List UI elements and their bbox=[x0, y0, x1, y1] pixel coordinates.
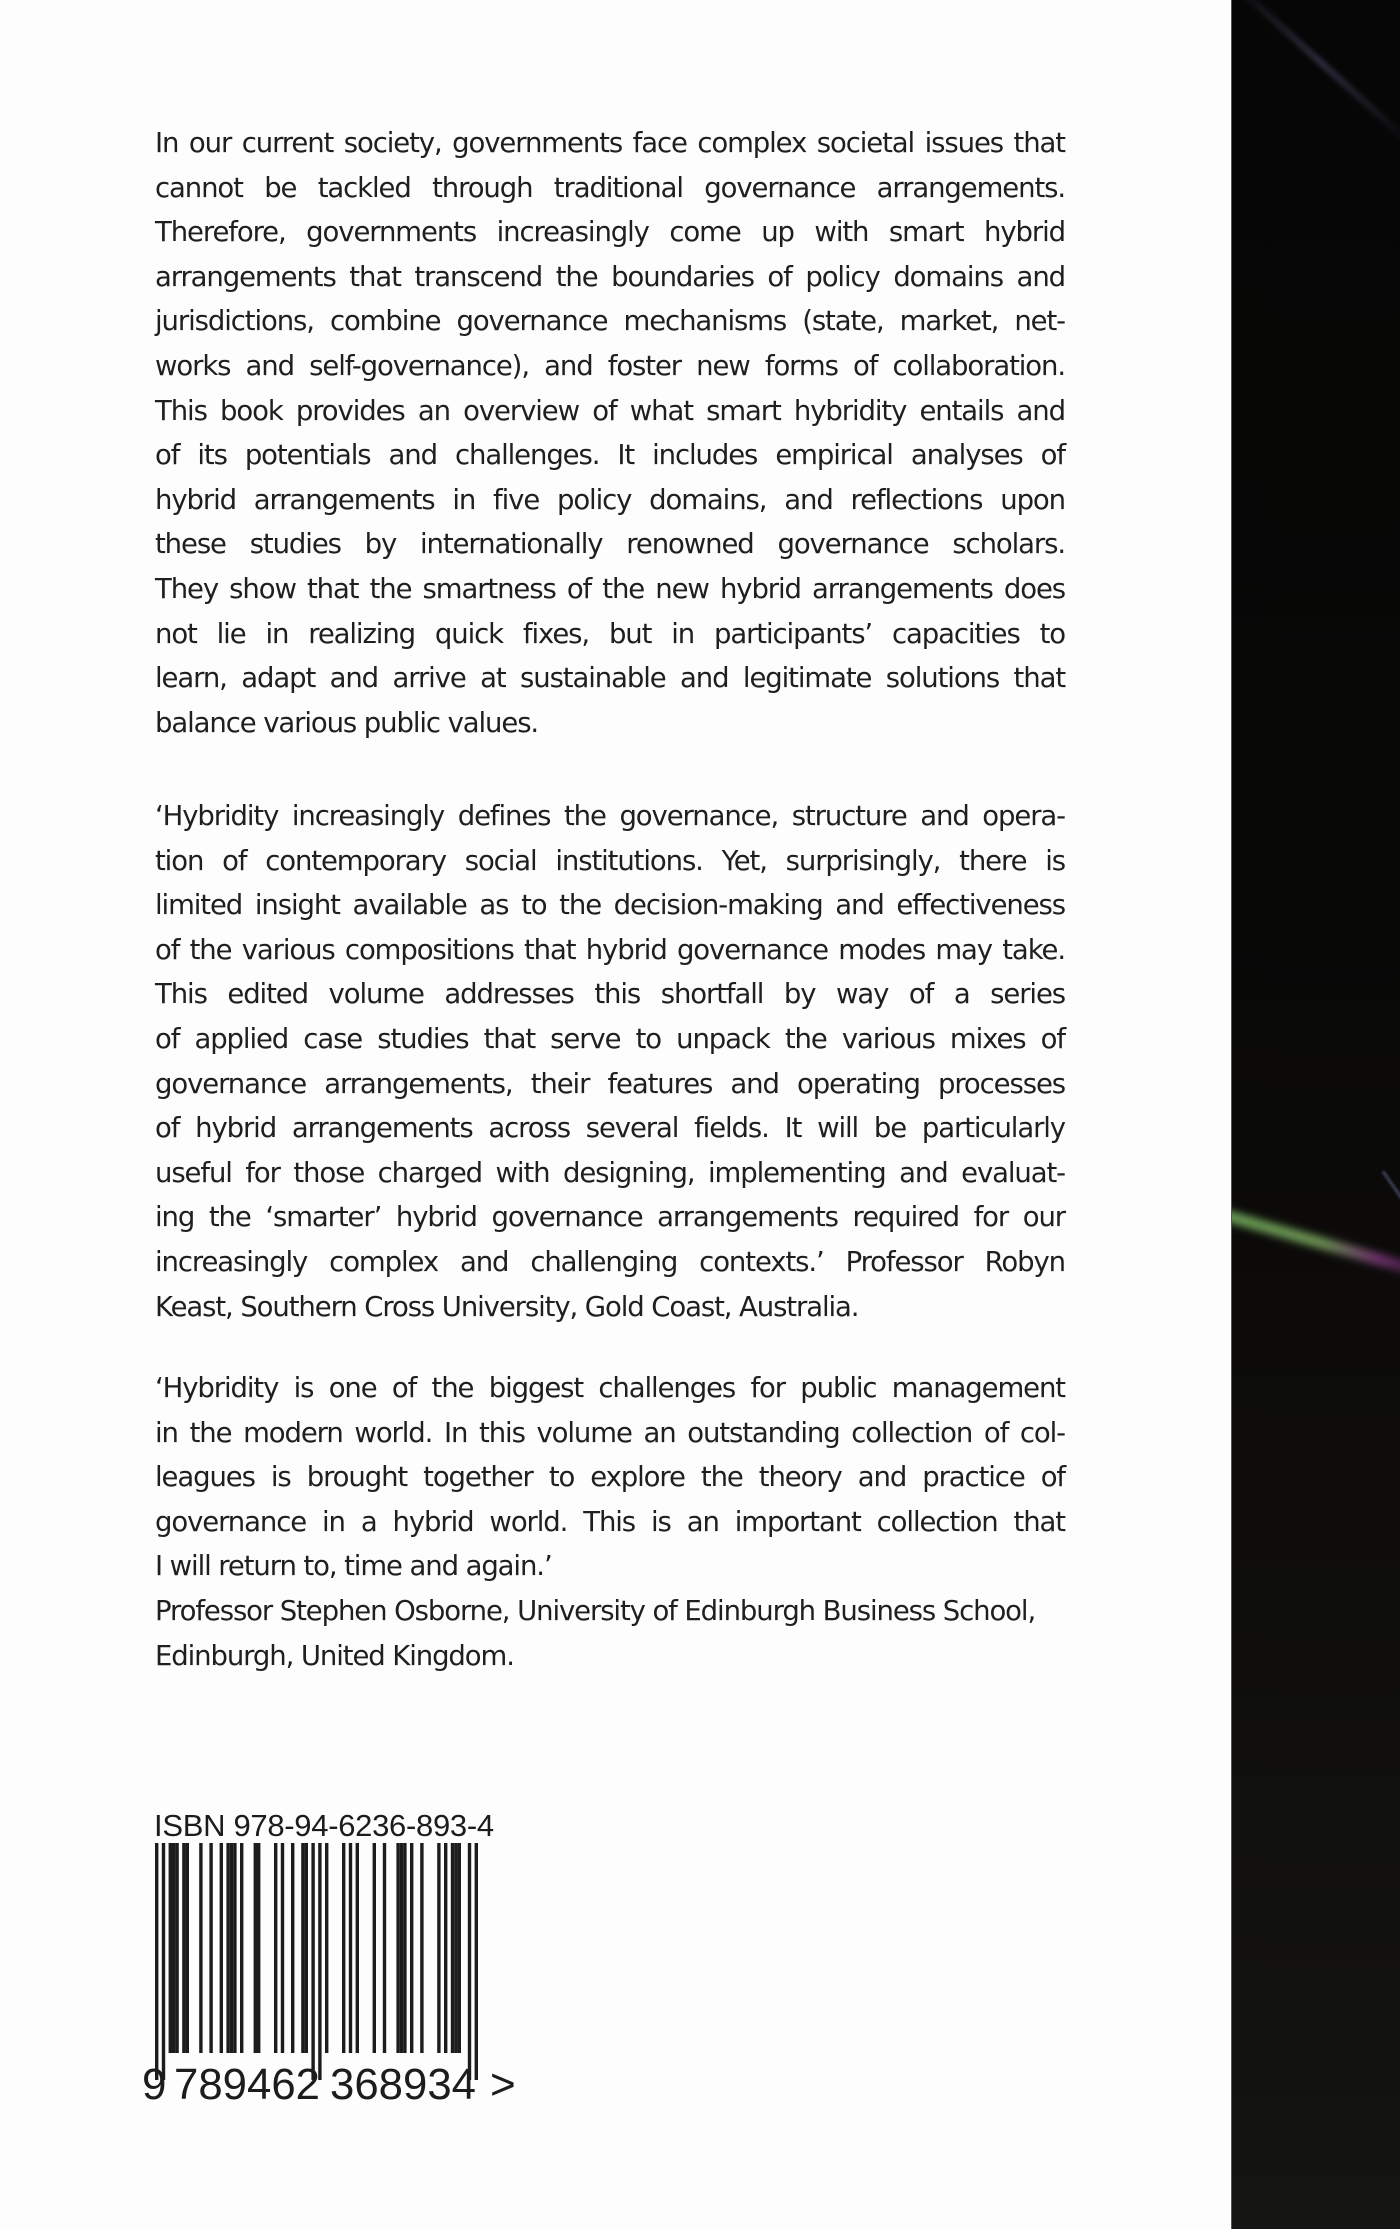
barcode-bar bbox=[410, 1843, 413, 2053]
barcode-bar bbox=[257, 1843, 260, 2053]
text-line: of the various compositions that hybrid governance modes may take. bbox=[155, 933, 1065, 966]
barcode-bar bbox=[209, 1843, 212, 2053]
endorsement-osborne-paragraph bbox=[155, 1366, 1065, 1678]
text-line: tion of contemporary social institutions. Yet, surprisingly, there is bbox=[155, 844, 1065, 877]
barcode-bar bbox=[186, 1843, 189, 2053]
barcode-bar bbox=[155, 1843, 158, 2080]
blurb-paragraph bbox=[155, 121, 1065, 745]
barcode-bar bbox=[311, 1843, 314, 2080]
isbn-label: ISBN 978-94-6236-893-4 bbox=[154, 1808, 494, 1843]
quiet-zone-marker bbox=[490, 2055, 530, 2105]
text-line: of hybrid arrangements across several fields. It will be particularly bbox=[155, 1112, 1065, 1145]
text-line: in the modern world. In this volume an outstanding collection of col- bbox=[155, 1416, 1065, 1449]
text-line: In our current society, governments face complex societal issues that bbox=[155, 127, 1065, 159]
light-streak-decoration bbox=[1381, 1170, 1400, 1213]
barcode-bar bbox=[199, 1843, 202, 2053]
text-line: learn, adapt and arrive at sustainable and legitimate solutions that bbox=[155, 662, 1065, 695]
barcode-bar bbox=[274, 1843, 277, 2053]
barcode-bar bbox=[400, 1843, 403, 2053]
barcode-bar bbox=[291, 1843, 294, 2053]
text-line: balance various public values. bbox=[155, 706, 539, 739]
barcode-bar bbox=[162, 1843, 165, 2080]
text-line: jurisdictions, combine governance mechanisms (state, market, net- bbox=[155, 305, 1065, 338]
barcode-bar bbox=[468, 1843, 471, 2080]
barcode-left-digits: 789462 bbox=[174, 2060, 320, 2109]
text-line: They show that the smartness of the new hybrid arrangements does bbox=[155, 572, 1065, 605]
barcode-bar bbox=[373, 1843, 376, 2053]
text-line: Therefore, governments increasingly come up with smart hybrid bbox=[155, 216, 1065, 249]
text-line: limited insight available as to the decision-making and effectiveness bbox=[155, 889, 1065, 922]
text-line: leagues is brought together to explore the theory and practice of bbox=[155, 1461, 1065, 1494]
text-line: works and self-governance), and foster new forms of collaboration. bbox=[155, 349, 1065, 382]
light-streak-decoration bbox=[1231, 0, 1400, 153]
barcode-bar bbox=[356, 1843, 359, 2053]
barcode-bar bbox=[454, 1843, 457, 2053]
barcode-bar bbox=[220, 1843, 223, 2053]
text-line: cannot be tackled through traditional governance arrangements. bbox=[155, 171, 1065, 204]
barcode-bar bbox=[226, 1843, 229, 2053]
barcode-bar bbox=[349, 1843, 352, 2053]
isbn-barcode bbox=[140, 1843, 500, 2113]
barcode-bar bbox=[342, 1843, 345, 2053]
text-line: Keast, Southern Cross University, Gold Coast, Australia. bbox=[155, 1290, 859, 1323]
barcode-bar bbox=[475, 1843, 478, 2080]
barcode-bar bbox=[403, 1843, 406, 2053]
text-line: Professor Stephen Osborne, University of Edinburgh Business School, bbox=[155, 1594, 1036, 1627]
text-line: of applied case studies that serve to unpack the various mixes of bbox=[155, 1022, 1065, 1055]
barcode-bar bbox=[444, 1843, 447, 2053]
text-line: increasingly complex and challenging contexts.’ Professor Robyn bbox=[155, 1245, 1065, 1278]
barcode-bar bbox=[230, 1843, 233, 2053]
barcode-bar bbox=[325, 1843, 328, 2053]
text-line: useful for those charged with designing, implementing and evaluat- bbox=[155, 1156, 1065, 1189]
text-line: This book provides an overview of what smart hybridity entails and bbox=[155, 394, 1065, 427]
barcode-first-digit: 9 bbox=[142, 2060, 167, 2109]
barcode-bar bbox=[233, 1843, 236, 2053]
barcode-bar bbox=[169, 1843, 172, 2053]
text-line: not lie in realizing quick fixes, but in participants’ capacities to bbox=[155, 617, 1065, 650]
light-streak-decoration bbox=[1231, 1207, 1400, 1285]
barcode-right-digits: 368934 bbox=[330, 2060, 476, 2109]
text-line: I will return to, time and again.’ bbox=[155, 1550, 552, 1583]
barcode-bar bbox=[254, 1843, 257, 2053]
barcode-bar bbox=[396, 1843, 399, 2053]
text-line: ‘Hybridity is one of the biggest challenges for public management bbox=[155, 1372, 1065, 1404]
text-line: governance in a hybrid world. This is an important collection that bbox=[155, 1505, 1065, 1538]
barcode-bar bbox=[175, 1843, 178, 2053]
text-line: Edinburgh, United Kingdom. bbox=[155, 1639, 514, 1672]
text-line: these studies by internationally renowned governance scholars. bbox=[155, 528, 1065, 561]
barcode-bar bbox=[301, 1843, 304, 2053]
text-line: arrangements that transcend the boundaries of policy domains and bbox=[155, 260, 1065, 293]
barcode-bar bbox=[240, 1843, 243, 2053]
barcode-bar bbox=[305, 1843, 308, 2053]
text-line: ing the ‘smarter’ hybrid governance arrangements required for our bbox=[155, 1201, 1065, 1234]
quiet-zone-marker-text: > bbox=[490, 2060, 516, 2105]
barcode-bar bbox=[182, 1843, 185, 2053]
barcode-bar bbox=[281, 1843, 284, 2053]
barcode-bar bbox=[458, 1843, 461, 2053]
barcode-bars bbox=[155, 1843, 478, 2080]
text-line: governance arrangements, their features and operating processes bbox=[155, 1067, 1065, 1100]
barcode-bar bbox=[451, 1843, 454, 2053]
endorsement-keast-paragraph bbox=[155, 794, 1065, 1329]
text-line: of its potentials and challenges. It includes empirical analyses of bbox=[155, 439, 1065, 472]
barcode-bar bbox=[318, 1843, 321, 2080]
text-line: ‘Hybridity increasingly defines the governance, structure and opera- bbox=[155, 800, 1065, 832]
cover-spine-image-strip bbox=[1231, 0, 1400, 2229]
barcode-bar bbox=[437, 1843, 440, 2053]
text-line: This edited volume addresses this shortfall by way of a series bbox=[155, 978, 1065, 1011]
barcode-bar bbox=[383, 1843, 386, 2053]
barcode-bar bbox=[420, 1843, 423, 2053]
text-line: hybrid arrangements in five policy domains, and reflections upon bbox=[155, 483, 1065, 516]
barcode-bar bbox=[172, 1843, 175, 2053]
